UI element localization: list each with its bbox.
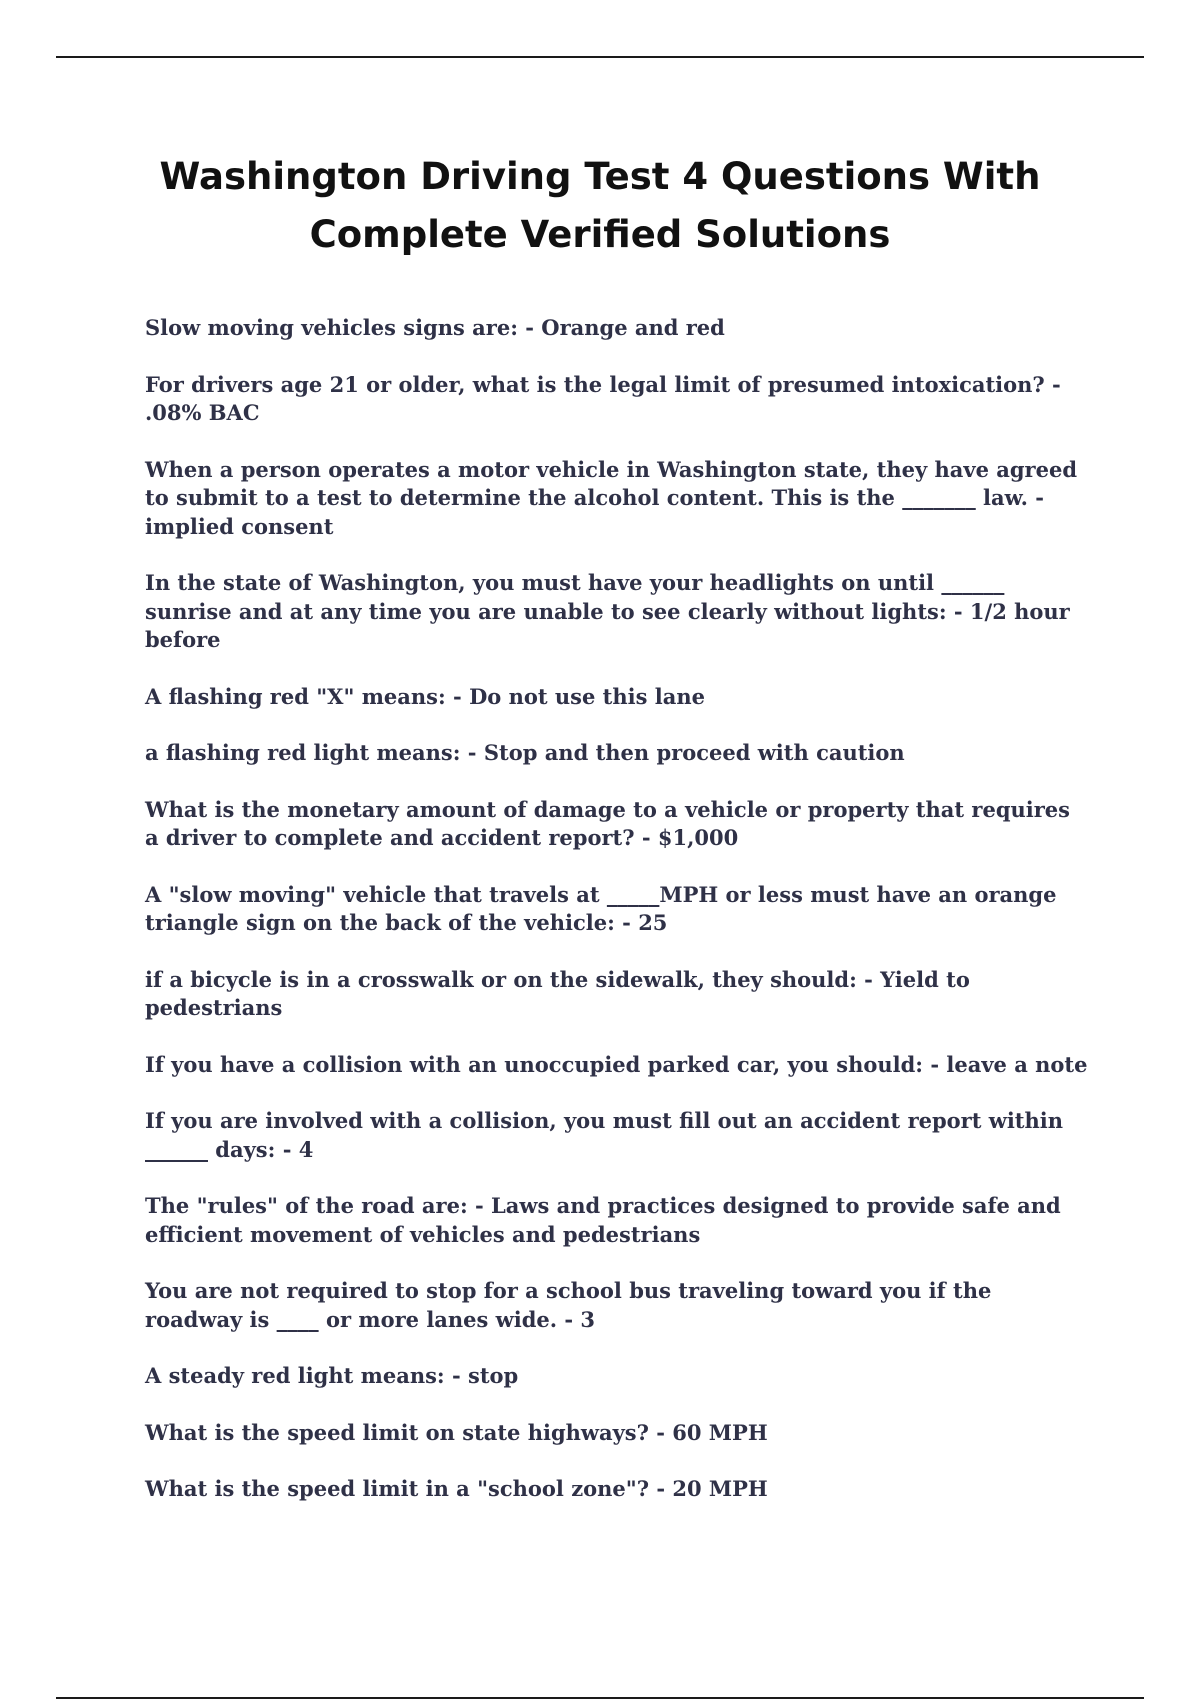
question-answer-item: A flashing red "X" means: - Do not use this lane bbox=[145, 683, 705, 709]
question-answer-list bbox=[145, 314, 1090, 1532]
question-answer-item: If you have a collision with an unoccupied parked car, you should: - leave a note bbox=[145, 1051, 1088, 1077]
question-answer-item: A "slow moving" vehicle that travels at _____MPH or less must have an orange triangle sign on the back of the vehicle: - 25 bbox=[145, 881, 1057, 935]
question-answer-item: What is the speed limit in a "school zone"? - 20 MPH bbox=[145, 1476, 768, 1501]
question-answer-item: A steady red light means: - stop bbox=[145, 1363, 519, 1388]
question-answer-item: In the state of Washington, you must have your headlights on until ______ sunrise and at any time you are unable to see clearly without lights: - 1/2 hour before bbox=[145, 570, 1070, 652]
title-line-1: Washington Driving Test 4 Questions With bbox=[159, 155, 1041, 198]
top-divider bbox=[56, 56, 1144, 58]
title-line-2: Complete Verified Solutions bbox=[309, 213, 891, 256]
question-answer-item: When a person operates a motor vehicle in Washington state, they have agreed to submit to a test to determine the alcohol content. This is the _______ law. - implied consent bbox=[145, 456, 1078, 539]
question-answer-item: if a bicycle is in a crosswalk or on the sidewalk, they should: - Yield to pedestrians bbox=[145, 966, 970, 1020]
question-answer-item: The "rules" of the road are: - Laws and practices designed to provide safe and efficient movement of vehicles and pedestrians bbox=[145, 1193, 1061, 1247]
bottom-divider bbox=[56, 1697, 1144, 1699]
question-answer-item: Slow moving vehicles signs are: - Orange and red bbox=[145, 315, 725, 340]
document-title bbox=[56, 148, 1144, 264]
question-answer-item: What is the speed limit on state highways? - 60 MPH bbox=[145, 1419, 768, 1445]
question-answer-item: You are not required to stop for a school bus traveling toward you if the roadway is ____ or more lanes wide. - 3 bbox=[145, 1278, 992, 1332]
question-answer-item: a flashing red light means: - Stop and then proceed with caution bbox=[145, 740, 905, 765]
question-answer-item: For drivers age 21 or older, what is the legal limit of presumed intoxication? - .08% BAC bbox=[145, 371, 1061, 425]
question-answer-item: What is the monetary amount of damage to a vehicle or property that requires a driver to complete and accident report? - $1,000 bbox=[145, 796, 1070, 850]
question-answer-item: If you are involved with a collision, you must fill out an accident report within ______ days: - 4 bbox=[145, 1108, 1064, 1162]
